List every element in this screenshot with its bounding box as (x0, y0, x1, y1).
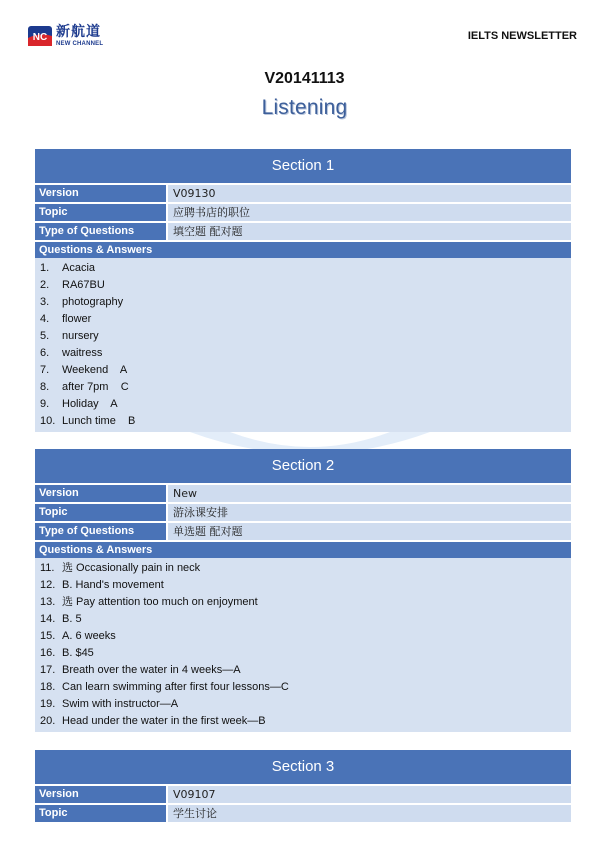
version-label: Version (35, 786, 166, 803)
version-row (35, 185, 571, 202)
type-label: Type of Questions (35, 223, 166, 240)
new-channel-logo (28, 22, 128, 50)
topic-row (35, 504, 571, 521)
answer-item: 11. 选 Occasionally pain in neck (40, 562, 201, 574)
answer-item: 18. Can learn swimming after first four lessons—C (40, 681, 289, 693)
page-header (0, 0, 609, 60)
section-title: Section 1 (35, 149, 571, 183)
qa-heading: Questions & Answers (35, 242, 571, 258)
logo-english-name: NEW CHANNEL (56, 41, 104, 47)
topic-value: 游泳课安排 (168, 504, 571, 521)
topic-row (35, 204, 571, 221)
document-subject: Listening (261, 96, 348, 119)
answer-item: 8. after 7pm C (40, 381, 129, 393)
type-label: Type of Questions (35, 523, 166, 540)
version-value: New (168, 485, 571, 502)
qa-heading: Questions & Answers (35, 542, 571, 558)
section-1 (35, 149, 571, 432)
version-row (35, 485, 571, 502)
document-id: V20141113 (264, 70, 345, 87)
section-3 (35, 750, 571, 822)
answer-item: 13. 选 Pay attention too much on enjoyment (40, 596, 258, 608)
topic-value: 应聘书店的职位 (168, 204, 571, 221)
version-label: Version (35, 485, 166, 502)
answer-item: 12. B. Hand's movement (40, 579, 164, 591)
newsletter-title: IELTS NEWSLETTER (467, 30, 577, 42)
logo-chinese-name: 新航道 (56, 24, 101, 40)
answer-item: 1. Acacia (40, 262, 96, 274)
section-title: Section 2 (35, 449, 571, 483)
answer-list (35, 558, 571, 732)
topic-label: Topic (35, 504, 166, 521)
type-value: 单选题 配对题 (168, 523, 571, 540)
answer-item: 7. Weekend A (40, 364, 128, 376)
answer-item: 19. Swim with instructor—A (40, 698, 179, 710)
topic-value: 学生讨论 (168, 805, 571, 822)
version-value: V09107 (168, 786, 571, 803)
answer-list (35, 258, 571, 432)
answer-item: 2. RA67BU (40, 279, 105, 291)
answer-item: 6. waitress (40, 347, 103, 359)
answer-item: 4. flower (40, 313, 92, 325)
topic-row (35, 805, 571, 822)
type-row (35, 523, 571, 540)
answer-item: 3. photography (40, 296, 124, 308)
topic-label: Topic (35, 204, 166, 221)
type-row (35, 223, 571, 240)
section-title: Section 3 (35, 750, 571, 784)
version-row (35, 786, 571, 803)
answer-item: 9. Holiday A (40, 398, 118, 410)
nc-logo-icon (28, 24, 52, 48)
topic-label: Topic (35, 805, 166, 822)
answer-item: 5. nursery (40, 330, 99, 342)
answer-item: 20. Head under the water in the first week—B (40, 715, 266, 727)
answer-item: 10. Lunch time B (40, 415, 136, 427)
version-value: V09130 (168, 185, 571, 202)
answer-item: 15. A. 6 weeks (40, 630, 116, 642)
svg-text:NC: NC (32, 32, 48, 43)
type-value: 填空题 配对题 (168, 223, 571, 240)
answer-item: 14. B. 5 (40, 613, 82, 625)
section-2 (35, 449, 571, 732)
answer-item: 17. Breath over the water in 4 weeks—A (40, 664, 241, 676)
answer-item: 16. B. $45 (40, 647, 94, 659)
version-label: Version (35, 185, 166, 202)
